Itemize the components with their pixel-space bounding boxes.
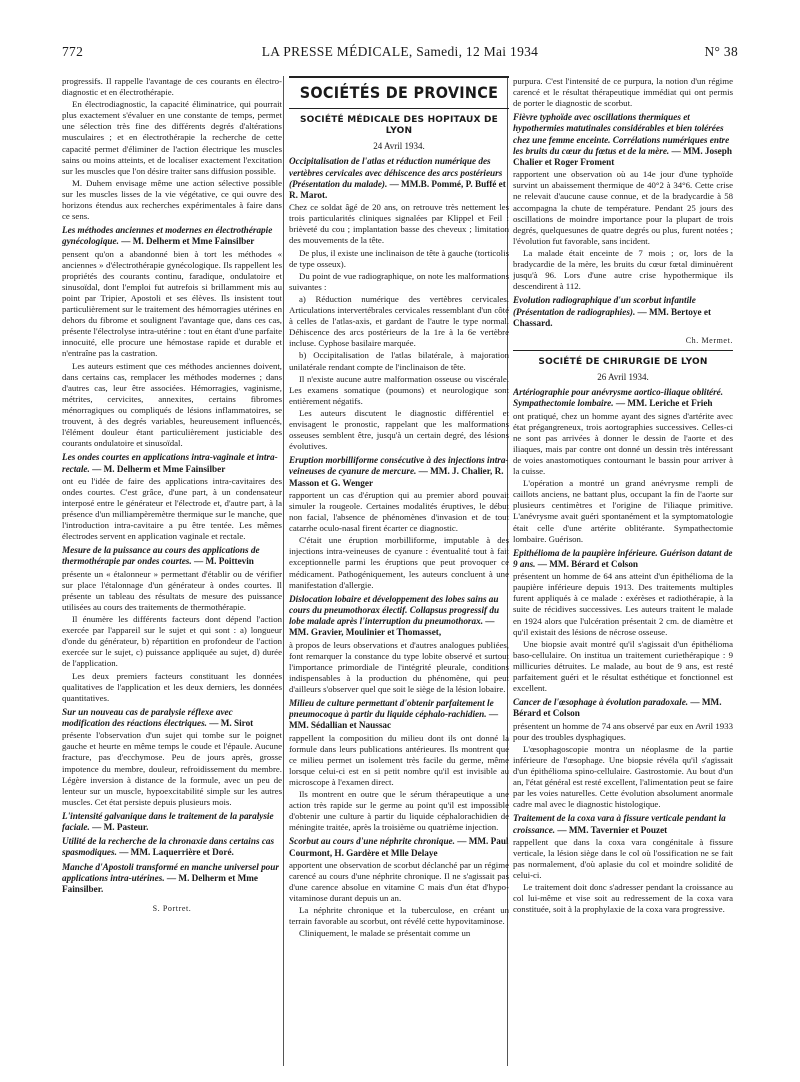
- article-heading: Dislocation lobaire et développement des lobes sains au cours du pneumothorax électif. Collapsus progressif du lobe malade après l'interruption du pneumothorax. — MM. Gravier, Moulinier et Thomasset,: [289, 593, 500, 638]
- meeting-date: 24 Avril 1934.: [373, 141, 425, 152]
- paragraph: rappellent la composition du milieu dont ils ont donné la formule dans leurs publications antérieures. Ils montrent que ce milieu permet un isolement très facile du germe, même lorsque celui-ci est en si petit nombre qu'il est invisible au microscope à l'examen direct.: [289, 732, 509, 787]
- paragraph: La malade était enceinte de 7 mois ; or, lors de la bradycardie de la mère, les bruits du cœur fœtal diminuèrent jusqu'à 96. Lors d'une autre crise hypothermique ils descendirent à 112.: [513, 247, 733, 292]
- issue-number: N° 38: [704, 44, 738, 59]
- society-title: SOCIÉTÉ MÉDICALE DES HOPITAUX DE LYON: [289, 108, 509, 137]
- column-right: [513, 76, 733, 1071]
- article-heading: Les méthodes anciennes et modernes en électrothérapie gynécologique. — M. Delherm et Mme Fainsilber: [62, 225, 273, 247]
- column-middle: [289, 76, 509, 1071]
- paragraph: rapportent une observation où au 14e jour d'une typhoïde survint un abaissement thermique de 40°2 à 34°6. Cette crise ne relevait d'aucune cause connue, et de la bradycardie à 58 accompagna la chute de température. Pendant 25 jours des oscillations de moindre importance pour la plupart de trois degrés, quelquesunes de quatre degrés ou plus, furent notées ; l'évolution fut favorable, sans incident.: [513, 169, 733, 246]
- article-heading: Fièvre typhoïde avec oscillations thermiques et hypothermies matutinales considérables et bien tolérées chez une femme enceinte. Corrélations numériques entre les bruits du cœur du fœtus et de la mère. — MM. Joseph Chalier et Roger Froment: [513, 112, 732, 168]
- article-heading: Cancer de l'œsophage à évolution paradoxale. — MM. Bérard et Colson: [513, 697, 722, 719]
- paragraph: pensent qu'on a abandonné bien à tort les méthodes « anciennes » d'électrothérapie gynécologique. Ils rappellent les propriétés des courants continu, faradique, ondulatoire et sinusoïdal, dont l'emploi fut autrefois si brillamment mis au point par Tripier, Apostoli et ses élèves. Ils insistent tout particulièrement sur le traitement des hémorragies utérines en dehors du fibrome et soulignent l'avantage que, dans ces cas, présente l'électrolyse intra-utérine : tout en étant d'une parfaite innocuité, elle procure une hémostase rapide et durable et n'entraîne pas la castration.: [62, 248, 282, 359]
- paragraph: Il énumère les différents facteurs dont dépend l'action exercée par l'appareil sur le sujet et qui sont : a) longueur d'onde du générateur, b) répartition en profondeur de l'action exercée sur le sujet, c) puissance appliquée au sujet, d) durée de l'application.: [62, 614, 282, 669]
- article-heading: Les ondes courtes en applications intra-vaginale et intra-rectale. — M. Delherm et Mme Fainsilber: [62, 452, 278, 474]
- paragraph: Les auteurs discutent le diagnostic différentiel et envisagent le pronostic, rappelant que les malformations osseuses semblent être, jusqu'à un certain degré, des lésions évolutives.: [289, 407, 509, 452]
- article-heading: Utilité de la recherche de la chronaxie dans certains cas spasmodiques. — MM. Laquerrière et Doré.: [62, 836, 275, 858]
- article-heading: Evolution radiographique d'un scorbut infantile (Présentation de radiographies). — MM. Bertoye et Chassard.: [513, 295, 712, 328]
- paragraph: M. Duhem envisage même une action sélective possible sur les muscles lisses de la vie végétative, ce qui ouvre des horizons étendus aux recherches expérimentales à faire dans ce sens.: [62, 177, 282, 222]
- article-heading: Mesure de la puissance au cours des applications de thermothérapie par ondes courtes. — M. Poittevin: [62, 545, 260, 567]
- paragraph: purpura. C'est l'intensité de ce purpura, la notion d'un régime carencé et le résultat thérapeutique immédiat qui ont permis de porter le diagnostic de scorbut.: [513, 76, 733, 109]
- paragraph: L'œsophagoscopie montra un néoplasme de la partie inférieure de l'œsophage. Une biopsie révéla qu'il s'agissait d'un épithélioma spino-cellulaire. Gastrostomie. Au bout d'un an, l'état général est resté excellent, l'alimentation peut se faire par les voies naturelles. Cette évolution absolument anormale cadre mal avec le diagnostic histologique.: [513, 743, 733, 810]
- paragraph: rapportent un cas d'éruption qui au premier abord pouvait simuler la rougeole. Certaines modalités éruptives, le début non facial, l'absence de phénomènes d'invasion et de tout catarrhe oculo-nasal firent écarter ce diagnostic.: [289, 489, 509, 534]
- journal-title: LA PRESSE MÉDICALE, Samedi, 12 Mai 1934: [261, 44, 539, 59]
- paragraph: Le traitement doit donc s'adresser pendant la croissance au col lui-même et vise soit au redressement de la coxa vara constituée, soit à la prophylaxie de la coxa vara progressive.: [513, 882, 733, 915]
- article-heading: Milieu de culture permettant d'obtenir parfaitement le pneumocoque à partir du liquide céphalo-rachidien. — MM. Sédallian et Naussac: [289, 697, 499, 731]
- paragraph: présente l'observation d'un sujet qui tombe sur le poignet gauche et heurte en même temps le coude et l'épaule. Aucune fracture, pas d'ecchymose. Peu de jours après, grosse impotence du membre, douleur, refroidissement du membre. Légère inversion à distance de la formule, avec un peu de lenteur sur un muscle, hypoexcitabilité simple sur les autres muscles. Cet état persiste depuis plusieurs mois.: [62, 730, 282, 807]
- paragraph: L'opération a montré un grand anévrysme rempli de caillots anciens, ne battant plus, occupant la fin de l'aorte sur plusieurs centimètres et l'origine de l'iliaque primitive. L'anévrysme avait guéri spontanément et la symptomatologie était celle d'une artérite oblitérante. Sympathectomie lombaire. Guérison.: [513, 478, 733, 544]
- paragraph: Il n'existe aucune autre malformation osseuse ou viscérale. Les examens somatique (poumons) et neurologique sont entièrement négatifs.: [289, 373, 509, 406]
- article-heading: Scorbut au cours d'une néphrite chronique. — MM. Paul Courmont, H. Gardère et Mlle Delaye: [289, 836, 509, 858]
- paragraph: La néphrite chronique et la tuberculose, en créant un terrain favorable au scorbut, ont révélé cette hypovitaminose.: [289, 905, 509, 927]
- paragraph: rappellent que dans la coxa vara congénitale à fissure verticale, la lésion siège dans le col où l'ossification ne se fait pas normalement, d'où aplasie du col et moindre solidité de celui-ci.: [513, 836, 733, 881]
- article-heading: Traitement de la coxa vara à fissure verticale pendant la croissance. — MM. Tavernier et Pouzet: [513, 813, 726, 835]
- article-heading: Occipitalisation de l'atlas et réduction numérique des vertèbres cervicales avec déhiscence des arcs postérieurs (Présentation du malade). — MM.B. Pommé, P. Buffé et R. Marot.: [289, 156, 506, 200]
- article-heading: Sur un nouveau cas de paralysie réflexe avec modification des réactions électriques. — M. Sirot: [62, 706, 254, 729]
- signature: S. Portret.: [152, 904, 192, 914]
- column-left: [62, 76, 282, 1071]
- paragraph: En électrodiagnostic, la capacité éliminatrice, qui pourrait plus exactement s'évaluer en une constante de temps, permet une sélection très fine des différents degrés d'altérations musculaires ; et en électrothérapie la recherche de cette capacité permet d'éliminer de l'action électrique les muscles sains ou moins atteints, et de localiser exactement l'excitation sur les muscles que l'on désire traiter sans diffusion possible.: [62, 99, 282, 176]
- article-heading: L'intensité galvanique dans le traitement de la paralysie faciale. — M. Pasteur.: [62, 810, 274, 833]
- paragraph: Chez ce soldat âgé de 20 ans, on retrouve très nettement les trois particularités cliniques signalées par Klippel et Feil : brièveté du cou ; implantation basse des cheveux ; limitation des mouvements de la tête.: [289, 202, 509, 246]
- paragraph: Cliniquement, le malade se présentait comme un: [299, 928, 471, 939]
- paragraph: Les deux premiers facteurs constituant les données qualitatives de l'application et les deux derniers, les données quantitatives.: [62, 670, 282, 703]
- paragraph: à propos de leurs observations et d'autres analogues publiées, font remarquer la constance du type lobite observé et surtout l'importance primordiale de l'intégrité pleurale, conditions indispensables à la production du phénomène, qui peut d'ailleurs s'observer quel que soit le siège de la lésion lobaire.: [289, 639, 509, 694]
- paragraph: présentent un homme de 74 ans observé par eux en Avril 1933 pour des troubles dysphagiques.: [513, 720, 733, 742]
- paragraph: C'était une éruption morbilliforme, imputable à des injections intra-veineuses de cyanure : éventualité tout à fait exceptionnelle parmi les éruptions que peut provoquer ce médicament. Pathogéniquement, les auteurs concluent à une manifestation d'allergie.: [289, 535, 509, 590]
- article-heading: Epithélioma de la paupière inférieure. Guérison datant de 9 ans. — MM. Bérard et Colson: [513, 547, 733, 569]
- paragraph: apportent une observation de scorbut déclanché par un régime carencé au cours d'une néphrite chronique. Il ne s'agissait pas d'une carence absolue en vitamine C mais d'un état d'hypo-vitaminose durant depuis un an.: [289, 859, 509, 904]
- page-header: [62, 40, 738, 62]
- paragraph: progressifs. Il rappelle l'avantage de ces courants en électro-diagnostic et en électrothérapie.: [62, 76, 282, 98]
- paragraph: présentent un homme de 64 ans atteint d'un épithélioma de la paupière inférieure depuis 1913. Des traitements multiples furent appliqués à ce malade : exérèses et radiothérapie, à la suite de récidives successives. Les auteurs traitent le malade en 1924 alors que l'ulcération présentait 2 cm. de diamètre et qu'il existait des lésions de nécrose osseuse.: [513, 571, 733, 637]
- page-number: 772: [62, 44, 84, 59]
- paragraph: présente un « étalonneur » permettant d'établir ou de vérifier sur place l'étalonnage d'un générateur à ondes courtes. Il présente un tableau des résultats de mesure des puissance utilisées au cours des traitements de thermothérapie.: [62, 568, 282, 612]
- paragraph: ont pratiqué, chez un homme ayant des signes d'artérite avec état prégangreneux, trois aortographies successives. Celles-ci ne sont pas arrivées à donner le dessin de l'aorte et des iliaques, mais par contre ont donné un dessin très intéressant de voies anastomotiques contournant le bassin pour arriver à la cuisse.: [513, 410, 733, 477]
- meeting-date: 26 Avril 1934.: [597, 372, 649, 383]
- section-header-box: [289, 76, 509, 102]
- paragraph: Ils montrent en outre que le sérum thérapeutique a une action très rapide sur le germe au point qu'il est impossible d'obtenir une culture à partir du liquide céphalorachidien de méningite traitée, après la troisième ou quatrième injection.: [289, 789, 509, 833]
- article-heading: Artériographie pour anévrysme aortico-iliaque oblitéré. Sympathectomie lombaire. — MM. Leriche et Frieh: [513, 387, 724, 409]
- signature: Ch. Mermet.: [685, 335, 733, 345]
- article-heading: Eruption morbilliforme consécutive à des injections intra-veineuses de cyanure de mercure. — MM. J. Chalier, R. Masson et G. Wenger: [289, 455, 509, 488]
- article-heading: Manche d'Apostoli transformé en manche universel pour applications intra-utérines. — M. Delherm et Mme Fainsilber.: [62, 861, 279, 895]
- paragraph: ont eu l'idée de faire des applications intra-cavitaires des ondes courtes. C'est grâce, d'une part, à un condensateur interposé entre le générateur et l'électrode et, d'autre part, à la présence d'un milliampèremètre thermique sur le manche, que l'introduction intra-cavitaire a pu être tentée. Les mêmes électrodes servent en application vaginale et rectale.: [62, 475, 282, 542]
- paragraph: Une biopsie avait montré qu'il s'agissait d'un épithélioma baso-cellulaire. On institua un traitement curiethérapique : 9 millicuries détruites. Le malade, au bout de 9 ans, est resté parfaitement guéri et le résultat esthétique et fonctionnel est excellent.: [513, 638, 733, 694]
- society-title: SOCIÉTÉ DE CHIRURGIE DE LYON: [513, 350, 733, 368]
- paragraph: De plus, il existe une inclinaison de tête à gauche (torticolis de type osseux).: [289, 247, 509, 269]
- paragraph: Les auteurs estiment que ces méthodes anciennes doivent, dans certains cas, remplacer les méthodes modernes ; dans d'autres cas, leur être associées. Hémorragies, vaginisme, métrites, cervicites, annexites, certains fibromes ménorragiques ou compliqués de lésions inflammatoires, se trouvent, à des degrés variables, heureusement influencés, l'élément douleur étant particulièrement justiciable des courants ondulatoire et sinusoïdal.: [62, 360, 282, 449]
- column-divider: [283, 76, 284, 1066]
- paragraph: b) Occipitalisation de l'atlas bilatérale, à majoration unilatérale rendant compte de l'inclinaison de tête.: [289, 350, 509, 372]
- section-title: SOCIÉTÉS DE PROVINCE: [299, 83, 499, 102]
- paragraph: Du point de vue radiographique, on note les malformations suivantes :: [289, 270, 509, 292]
- paragraph: a) Réduction numérique des vertèbres cervicales. Articulations intervertébrales cervicales ressemblant d'un côté à celles de l'atlas-axis, et gardant de l'autre le type normal. Déhiscence des arcs postérieurs de la 1re à la 6e vertèbre incluse. Cyphose basilaire marquée.: [289, 293, 509, 349]
